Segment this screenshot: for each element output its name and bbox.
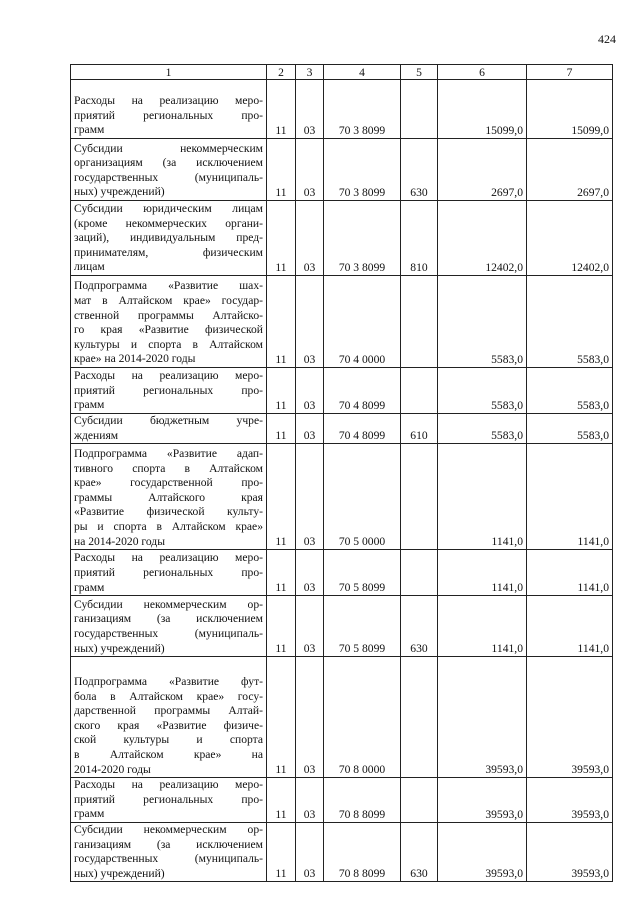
description-line: Субсидии бюджетным учре- bbox=[74, 414, 263, 427]
expense-type-code: 630 bbox=[401, 139, 438, 201]
amount-col-6: 15099,0 bbox=[438, 80, 527, 139]
subsection-code: 03 bbox=[296, 414, 324, 444]
expense-type-code bbox=[401, 444, 438, 550]
description-line: приятий региональных про- bbox=[74, 566, 263, 579]
table-body bbox=[71, 80, 613, 882]
description-line: бола в Алтайском крае» госу- bbox=[74, 689, 263, 703]
description-line: го края «Развитие физической bbox=[74, 323, 263, 337]
target-article-code: 70 8 8099 bbox=[324, 822, 401, 881]
table-row bbox=[71, 778, 613, 823]
expense-type-code bbox=[401, 778, 438, 823]
description-line: приятий региональных про- bbox=[74, 108, 263, 122]
subsection-code: 03 bbox=[296, 276, 324, 368]
description-line: Подпрограмма «Развитие адап- bbox=[74, 447, 263, 461]
row-description bbox=[71, 657, 267, 778]
section-code: 11 bbox=[267, 276, 296, 368]
subsection-code: 03 bbox=[296, 201, 324, 276]
table-row bbox=[71, 368, 613, 414]
section-code: 11 bbox=[267, 414, 296, 444]
amount-col-6: 39593,0 bbox=[438, 778, 527, 823]
table-row bbox=[71, 550, 613, 596]
amount-col-6: 39593,0 bbox=[438, 657, 527, 778]
row-description bbox=[71, 80, 267, 139]
subsection-code: 03 bbox=[296, 80, 324, 139]
amount-col-6: 1141,0 bbox=[438, 550, 527, 596]
subsection-code: 03 bbox=[296, 778, 324, 823]
description-line: Субсидии некоммерческим ор- bbox=[74, 597, 263, 611]
subsection-code: 03 bbox=[296, 550, 324, 596]
amount-col-7: 39593,0 bbox=[527, 778, 613, 823]
description-line: в Алтайском крае» на bbox=[74, 748, 263, 761]
expense-type-code: 630 bbox=[401, 596, 438, 657]
description-line: дарственной программы Алтай- bbox=[74, 704, 263, 718]
description-line: Расходы на реализацию меро- bbox=[74, 94, 263, 108]
row-description bbox=[71, 276, 267, 368]
amount-col-7: 5583,0 bbox=[527, 368, 613, 414]
description-line: ных) учреждений) bbox=[74, 641, 165, 655]
table-row bbox=[71, 80, 613, 139]
subsection-code: 03 bbox=[296, 139, 324, 201]
amount-col-6: 5583,0 bbox=[438, 414, 527, 444]
description-line: грамм bbox=[74, 807, 105, 821]
amount-col-7: 5583,0 bbox=[527, 414, 613, 444]
expense-type-code bbox=[401, 550, 438, 596]
target-article-code: 70 3 8099 bbox=[324, 80, 401, 139]
section-code: 11 bbox=[267, 596, 296, 657]
target-article-code: 70 4 0000 bbox=[324, 276, 401, 368]
description-line: культуры и спорта в Алтайском bbox=[74, 337, 263, 351]
subsection-code: 03 bbox=[296, 368, 324, 414]
amount-col-7: 39593,0 bbox=[527, 657, 613, 778]
expense-type-code bbox=[401, 80, 438, 139]
target-article-code: 70 5 8099 bbox=[324, 596, 401, 657]
description-line: ского края «Развитие физиче- bbox=[74, 718, 263, 732]
target-article-code: 70 3 8099 bbox=[324, 139, 401, 201]
description-line: приятий региональных про- bbox=[74, 792, 263, 806]
section-code: 11 bbox=[267, 368, 296, 414]
description-line: заций), индивидуальным пред- bbox=[74, 231, 263, 245]
subsection-code: 03 bbox=[296, 596, 324, 657]
description-line: Подпрограмма «Развитие фут- bbox=[74, 675, 263, 689]
description-line: Субсидии некоммерческим bbox=[74, 141, 263, 155]
amount-col-6: 2697,0 bbox=[438, 139, 527, 201]
expense-type-code: 610 bbox=[401, 414, 438, 444]
description-line: Субсидии некоммерческим ор- bbox=[74, 822, 263, 836]
section-code: 11 bbox=[267, 201, 296, 276]
row-description bbox=[71, 596, 267, 657]
column-header: 5 bbox=[401, 65, 438, 80]
column-header: 1 bbox=[71, 65, 267, 80]
description-line: (кроме некоммерческих органи- bbox=[74, 216, 263, 230]
description-line: организациям (за исключением bbox=[74, 156, 263, 170]
description-line: приятий региональных про- bbox=[74, 383, 263, 397]
subsection-code: 03 bbox=[296, 822, 324, 881]
row-description bbox=[71, 139, 267, 201]
expense-type-code bbox=[401, 657, 438, 778]
description-line: граммы Алтайского края bbox=[74, 490, 263, 504]
target-article-code: 70 5 0000 bbox=[324, 444, 401, 550]
page-number: 424 bbox=[598, 32, 616, 46]
description-line: грамм bbox=[74, 398, 105, 412]
description-line: грамм bbox=[74, 580, 105, 594]
description-line: 2014-2020 годы bbox=[74, 762, 151, 776]
table-row bbox=[71, 657, 613, 778]
column-header: 3 bbox=[296, 65, 324, 80]
description-line: ждениям bbox=[74, 428, 119, 442]
header-row bbox=[71, 65, 613, 80]
description-line: государственных (муниципаль- bbox=[74, 627, 263, 640]
description-line: Расходы на реализацию меро- bbox=[74, 778, 263, 792]
section-code: 11 bbox=[267, 80, 296, 139]
table-row bbox=[71, 822, 613, 881]
target-article-code: 70 5 8099 bbox=[324, 550, 401, 596]
description-line: ганизациям (за исключением bbox=[74, 612, 263, 626]
description-line: «Развитие физической культу- bbox=[74, 505, 263, 519]
amount-col-6: 1141,0 bbox=[438, 444, 527, 550]
table-row bbox=[71, 201, 613, 276]
description-line: на 2014-2020 годы bbox=[74, 534, 166, 548]
description-line: принимателям, физическим bbox=[74, 245, 263, 259]
row-description bbox=[71, 778, 267, 823]
target-article-code: 70 8 0000 bbox=[324, 657, 401, 778]
description-line: ской культуры и спорта bbox=[74, 733, 263, 747]
amount-col-6: 5583,0 bbox=[438, 276, 527, 368]
description-line: лицам bbox=[74, 260, 105, 274]
budget-table bbox=[70, 64, 613, 882]
section-code: 11 bbox=[267, 822, 296, 881]
amount-col-7: 39593,0 bbox=[527, 822, 613, 881]
subsection-code: 03 bbox=[296, 444, 324, 550]
table-row bbox=[71, 414, 613, 444]
amount-col-7: 15099,0 bbox=[527, 80, 613, 139]
expense-type-code bbox=[401, 368, 438, 414]
description-line: Расходы на реализацию меро- bbox=[74, 369, 263, 383]
description-line: ных) учреждений) bbox=[74, 866, 165, 880]
section-code: 11 bbox=[267, 550, 296, 596]
row-description bbox=[71, 822, 267, 881]
description-line: Подпрограмма «Развитие шах- bbox=[74, 279, 263, 293]
expense-type-code: 630 bbox=[401, 822, 438, 881]
amount-col-6: 5583,0 bbox=[438, 368, 527, 414]
section-code: 11 bbox=[267, 778, 296, 823]
description-line: ры и спорта в Алтайском крае» bbox=[74, 520, 263, 533]
row-description bbox=[71, 550, 267, 596]
column-header: 6 bbox=[438, 65, 527, 80]
subsection-code: 03 bbox=[296, 657, 324, 778]
target-article-code: 70 4 8099 bbox=[324, 414, 401, 444]
description-line: крае» на 2014-2020 годы bbox=[74, 352, 196, 366]
table-row bbox=[71, 139, 613, 201]
description-line: государственных (муниципаль- bbox=[74, 170, 263, 184]
column-header: 7 bbox=[527, 65, 613, 80]
amount-col-6: 1141,0 bbox=[438, 596, 527, 657]
row-description bbox=[71, 414, 267, 444]
amount-col-7: 1141,0 bbox=[527, 596, 613, 657]
section-code: 11 bbox=[267, 139, 296, 201]
row-description bbox=[71, 444, 267, 550]
expense-type-code: 810 bbox=[401, 201, 438, 276]
amount-col-6: 39593,0 bbox=[438, 822, 527, 881]
target-article-code: 70 3 8099 bbox=[324, 201, 401, 276]
target-article-code: 70 8 8099 bbox=[324, 778, 401, 823]
section-code: 11 bbox=[267, 444, 296, 550]
description-line: государственных (муниципаль- bbox=[74, 852, 263, 866]
description-line: крае» государственной про- bbox=[74, 476, 263, 490]
description-line: грамм bbox=[74, 123, 105, 137]
description-line: тивного спорта в Алтайском bbox=[74, 461, 263, 475]
target-article-code: 70 4 8099 bbox=[324, 368, 401, 414]
description-line: ных) учреждений) bbox=[74, 185, 165, 199]
amount-col-7: 12402,0 bbox=[527, 201, 613, 276]
expense-type-code bbox=[401, 276, 438, 368]
amount-col-7: 1141,0 bbox=[527, 550, 613, 596]
description-line: Субсидии юридическим лицам bbox=[74, 202, 263, 216]
section-code: 11 bbox=[267, 657, 296, 778]
table-row bbox=[71, 596, 613, 657]
table-row bbox=[71, 444, 613, 550]
column-header: 4 bbox=[324, 65, 401, 80]
amount-col-7: 5583,0 bbox=[527, 276, 613, 368]
description-line: Расходы на реализацию меро- bbox=[74, 551, 263, 565]
row-description bbox=[71, 368, 267, 414]
amount-col-7: 1141,0 bbox=[527, 444, 613, 550]
description-line: ганизациям (за исключением bbox=[74, 837, 263, 851]
row-description bbox=[71, 201, 267, 276]
description-line: ственной программы Алтайско- bbox=[74, 308, 263, 322]
amount-col-6: 12402,0 bbox=[438, 201, 527, 276]
column-header: 2 bbox=[267, 65, 296, 80]
amount-col-7: 2697,0 bbox=[527, 139, 613, 201]
table-row bbox=[71, 276, 613, 368]
description-line: мат в Алтайском крае» государ- bbox=[74, 294, 263, 308]
